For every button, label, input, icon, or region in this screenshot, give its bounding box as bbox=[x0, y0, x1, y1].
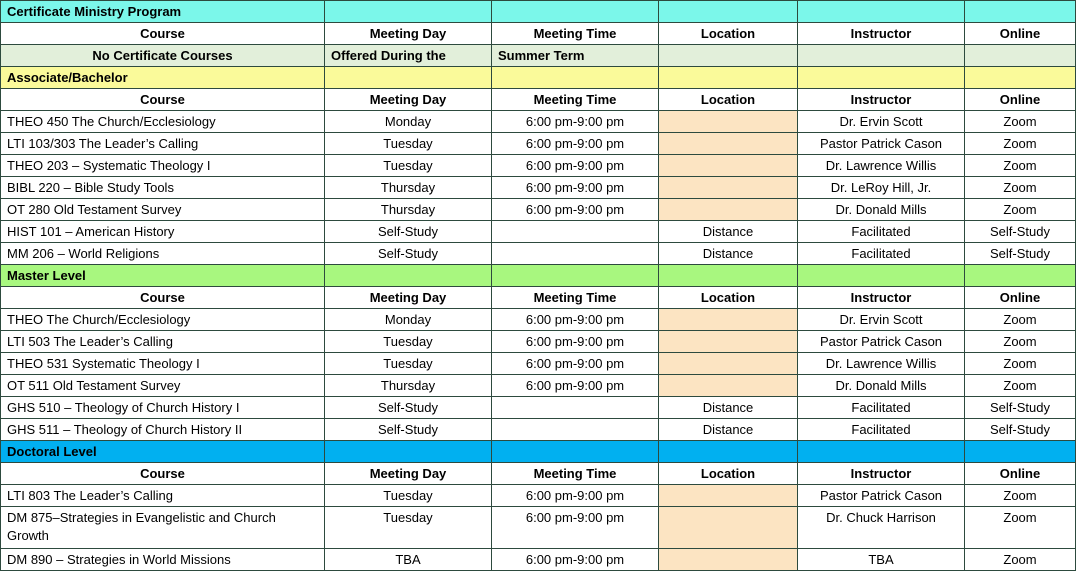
cell-online: Zoom bbox=[965, 507, 1076, 549]
doctoral-section-row bbox=[1, 441, 1076, 463]
section-cell bbox=[492, 1, 659, 23]
cell-instructor: Facilitated bbox=[798, 243, 965, 265]
cell-meeting-time: 6:00 pm-9:00 pm bbox=[492, 199, 659, 221]
master-section-title: Master Level bbox=[1, 265, 325, 287]
section-cell bbox=[965, 67, 1076, 89]
cell-course: LTI 803 The Leader’s Calling bbox=[1, 485, 325, 507]
cell-location bbox=[659, 177, 798, 199]
header-location: Location bbox=[659, 23, 798, 45]
cell-course: THEO The Church/Ecclesiology bbox=[1, 309, 325, 331]
cell-instructor: Dr. Lawrence Willis bbox=[798, 353, 965, 375]
cell-online: Zoom bbox=[965, 549, 1076, 571]
cell-course: GHS 510 – Theology of Church History I bbox=[1, 397, 325, 419]
table-row bbox=[1, 221, 1076, 243]
header-location: Location bbox=[659, 287, 798, 309]
cell-instructor: Facilitated bbox=[798, 221, 965, 243]
cell-instructor: Pastor Patrick Cason bbox=[798, 485, 965, 507]
table-row bbox=[1, 375, 1076, 397]
cell-location: Distance bbox=[659, 243, 798, 265]
cell-instructor: Pastor Patrick Cason bbox=[798, 133, 965, 155]
header-meeting-time: Meeting Time bbox=[492, 287, 659, 309]
cell-meeting-day: Tuesday bbox=[325, 155, 492, 177]
associate-section-row bbox=[1, 67, 1076, 89]
cell-location: Distance bbox=[659, 419, 798, 441]
cell-meeting-time bbox=[492, 243, 659, 265]
doctoral-header-row bbox=[1, 463, 1076, 485]
master-section-row bbox=[1, 265, 1076, 287]
cell-meeting-day: Self-Study bbox=[325, 419, 492, 441]
cell-course: DM 890 – Strategies in World Missions bbox=[1, 549, 325, 571]
associate-section-title: Associate/Bachelor bbox=[1, 67, 325, 89]
cell-location bbox=[659, 199, 798, 221]
cell-location bbox=[659, 375, 798, 397]
cell-instructor: Dr. Chuck Harrison bbox=[798, 507, 965, 549]
header-instructor: Instructor bbox=[798, 23, 965, 45]
cell-location bbox=[659, 353, 798, 375]
table-row bbox=[1, 549, 1076, 571]
section-cell bbox=[965, 441, 1076, 463]
header-online: Online bbox=[965, 23, 1076, 45]
section-cell bbox=[659, 265, 798, 287]
header-location: Location bbox=[659, 463, 798, 485]
section-cell bbox=[659, 67, 798, 89]
header-course: Course bbox=[1, 463, 325, 485]
notice-cell bbox=[659, 45, 798, 67]
cell-meeting-day: Monday bbox=[325, 309, 492, 331]
header-meeting-day: Meeting Day bbox=[325, 23, 492, 45]
section-cell bbox=[492, 441, 659, 463]
cell-meeting-day: Tuesday bbox=[325, 331, 492, 353]
certificate-section-title: Certificate Ministry Program bbox=[1, 1, 325, 23]
section-cell bbox=[798, 67, 965, 89]
cell-location bbox=[659, 155, 798, 177]
header-meeting-day: Meeting Day bbox=[325, 287, 492, 309]
header-instructor: Instructor bbox=[798, 287, 965, 309]
section-cell bbox=[325, 67, 492, 89]
section-cell bbox=[798, 1, 965, 23]
cell-meeting-time: 6:00 pm-9:00 pm bbox=[492, 309, 659, 331]
cell-meeting-day: Tuesday bbox=[325, 507, 492, 549]
cell-location bbox=[659, 111, 798, 133]
cell-location: Distance bbox=[659, 397, 798, 419]
header-online: Online bbox=[965, 287, 1076, 309]
section-cell bbox=[325, 265, 492, 287]
cell-meeting-day: Thursday bbox=[325, 199, 492, 221]
section-cell bbox=[325, 1, 492, 23]
cell-instructor: Dr. Donald Mills bbox=[798, 375, 965, 397]
notice-cell bbox=[965, 45, 1076, 67]
cell-meeting-day: TBA bbox=[325, 549, 492, 571]
cell-meeting-time: 6:00 pm-9:00 pm bbox=[492, 133, 659, 155]
table-row bbox=[1, 419, 1076, 441]
section-cell bbox=[965, 1, 1076, 23]
section-cell bbox=[492, 67, 659, 89]
cell-online: Zoom bbox=[965, 375, 1076, 397]
table-row bbox=[1, 309, 1076, 331]
cell-location: Distance bbox=[659, 221, 798, 243]
cell-instructor: Facilitated bbox=[798, 397, 965, 419]
cell-meeting-day: Tuesday bbox=[325, 353, 492, 375]
table-row bbox=[1, 177, 1076, 199]
header-online: Online bbox=[965, 463, 1076, 485]
cell-online: Self-Study bbox=[965, 419, 1076, 441]
cell-meeting-day: Tuesday bbox=[325, 133, 492, 155]
cell-online: Self-Study bbox=[965, 397, 1076, 419]
cell-meeting-time: 6:00 pm-9:00 pm bbox=[492, 375, 659, 397]
table-row bbox=[1, 397, 1076, 419]
header-course: Course bbox=[1, 23, 325, 45]
cell-online: Zoom bbox=[965, 353, 1076, 375]
cell-online: Zoom bbox=[965, 199, 1076, 221]
cell-instructor: Dr. Ervin Scott bbox=[798, 111, 965, 133]
table-row bbox=[1, 155, 1076, 177]
cell-meeting-time: 6:00 pm-9:00 pm bbox=[492, 485, 659, 507]
cell-location bbox=[659, 309, 798, 331]
cell-meeting-day: Monday bbox=[325, 111, 492, 133]
cell-meeting-time: 6:00 pm-9:00 pm bbox=[492, 353, 659, 375]
cell-course: THEO 203 – Systematic Theology I bbox=[1, 155, 325, 177]
cell-course: LTI 103/303 The Leader’s Calling bbox=[1, 133, 325, 155]
cell-online: Self-Study bbox=[965, 221, 1076, 243]
header-course: Course bbox=[1, 89, 325, 111]
cell-online: Self-Study bbox=[965, 243, 1076, 265]
cell-location bbox=[659, 331, 798, 353]
header-instructor: Instructor bbox=[798, 89, 965, 111]
cell-online: Zoom bbox=[965, 331, 1076, 353]
cell-course: DM 875–Strategies in Evangelistic and Church Growth bbox=[1, 507, 325, 549]
cell-course: OT 280 Old Testament Survey bbox=[1, 199, 325, 221]
schedule-table-body bbox=[1, 1, 1076, 571]
cell-location bbox=[659, 549, 798, 571]
header-online: Online bbox=[965, 89, 1076, 111]
table-row bbox=[1, 485, 1076, 507]
cell-online: Zoom bbox=[965, 111, 1076, 133]
header-instructor: Instructor bbox=[798, 463, 965, 485]
cell-meeting-day: Self-Study bbox=[325, 221, 492, 243]
cell-course: HIST 101 – American History bbox=[1, 221, 325, 243]
header-course: Course bbox=[1, 287, 325, 309]
cell-online: Zoom bbox=[965, 485, 1076, 507]
table-row bbox=[1, 243, 1076, 265]
table-row bbox=[1, 133, 1076, 155]
cell-course: MM 206 – World Religions bbox=[1, 243, 325, 265]
cell-meeting-time: 6:00 pm-9:00 pm bbox=[492, 507, 659, 549]
master-header-row bbox=[1, 287, 1076, 309]
cell-instructor: Dr. LeRoy Hill, Jr. bbox=[798, 177, 965, 199]
cell-location bbox=[659, 133, 798, 155]
header-location: Location bbox=[659, 89, 798, 111]
cell-meeting-time: 6:00 pm-9:00 pm bbox=[492, 155, 659, 177]
cell-meeting-time: 6:00 pm-9:00 pm bbox=[492, 549, 659, 571]
cell-meeting-day: Tuesday bbox=[325, 485, 492, 507]
notice-cell bbox=[798, 45, 965, 67]
cell-meeting-day: Thursday bbox=[325, 375, 492, 397]
section-cell bbox=[659, 441, 798, 463]
cell-instructor: TBA bbox=[798, 549, 965, 571]
cell-instructor: Pastor Patrick Cason bbox=[798, 331, 965, 353]
section-cell bbox=[798, 265, 965, 287]
cell-online: Zoom bbox=[965, 133, 1076, 155]
cell-meeting-time: 6:00 pm-9:00 pm bbox=[492, 331, 659, 353]
doctoral-section-title: Doctoral Level bbox=[1, 441, 325, 463]
cell-instructor: Dr. Lawrence Willis bbox=[798, 155, 965, 177]
header-meeting-time: Meeting Time bbox=[492, 89, 659, 111]
table-row bbox=[1, 111, 1076, 133]
cell-online: Zoom bbox=[965, 155, 1076, 177]
cell-course: THEO 450 The Church/Ecclesiology bbox=[1, 111, 325, 133]
section-cell bbox=[492, 265, 659, 287]
no-certificate-notice-row bbox=[1, 45, 1076, 67]
cell-online: Zoom bbox=[965, 177, 1076, 199]
header-meeting-time: Meeting Time bbox=[492, 23, 659, 45]
table-row bbox=[1, 507, 1076, 549]
header-meeting-time: Meeting Time bbox=[492, 463, 659, 485]
cell-meeting-day: Self-Study bbox=[325, 397, 492, 419]
section-cell bbox=[325, 441, 492, 463]
cell-instructor: Facilitated bbox=[798, 419, 965, 441]
table-row bbox=[1, 199, 1076, 221]
header-meeting-day: Meeting Day bbox=[325, 89, 492, 111]
cell-location bbox=[659, 485, 798, 507]
cell-online: Zoom bbox=[965, 309, 1076, 331]
header-meeting-day: Meeting Day bbox=[325, 463, 492, 485]
table-row bbox=[1, 331, 1076, 353]
cell-meeting-time bbox=[492, 397, 659, 419]
section-cell bbox=[965, 265, 1076, 287]
notice-text: No Certificate Courses bbox=[1, 45, 325, 67]
certificate-section-row bbox=[1, 1, 1076, 23]
cell-course: GHS 511 – Theology of Church History II bbox=[1, 419, 325, 441]
cell-location bbox=[659, 507, 798, 549]
table-row bbox=[1, 353, 1076, 375]
cell-meeting-time: 6:00 pm-9:00 pm bbox=[492, 111, 659, 133]
cell-meeting-day: Self-Study bbox=[325, 243, 492, 265]
notice-text: Offered During the bbox=[325, 45, 492, 67]
cell-instructor: Dr. Donald Mills bbox=[798, 199, 965, 221]
section-cell bbox=[798, 441, 965, 463]
cell-course: OT 511 Old Testament Survey bbox=[1, 375, 325, 397]
certificate-header-row bbox=[1, 23, 1076, 45]
cell-meeting-day: Thursday bbox=[325, 177, 492, 199]
cell-meeting-time bbox=[492, 419, 659, 441]
section-cell bbox=[659, 1, 798, 23]
cell-course: THEO 531 Systematic Theology I bbox=[1, 353, 325, 375]
notice-text: Summer Term bbox=[492, 45, 659, 67]
cell-meeting-time bbox=[492, 221, 659, 243]
cell-course: LTI 503 The Leader’s Calling bbox=[1, 331, 325, 353]
cell-meeting-time: 6:00 pm-9:00 pm bbox=[492, 177, 659, 199]
cell-instructor: Dr. Ervin Scott bbox=[798, 309, 965, 331]
cell-course: BIBL 220 – Bible Study Tools bbox=[1, 177, 325, 199]
associate-header-row bbox=[1, 89, 1076, 111]
